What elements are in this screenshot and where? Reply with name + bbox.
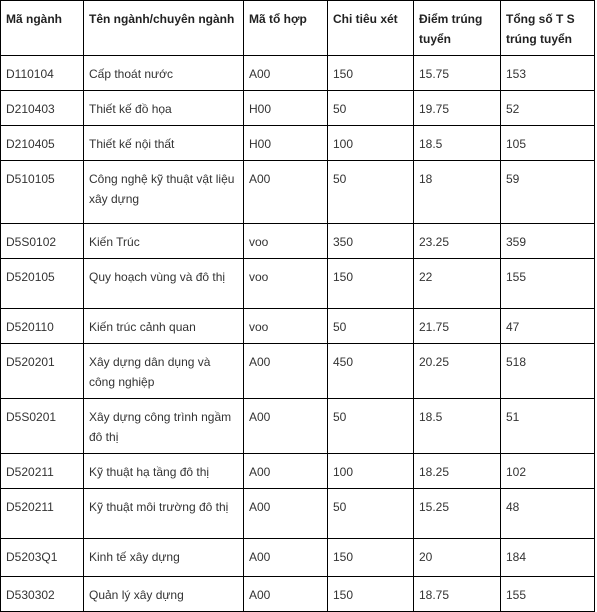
cell-total-admitted: 155 bbox=[501, 259, 595, 309]
cell-quota: 50 bbox=[328, 489, 414, 539]
cell-combo-code: A00 bbox=[244, 399, 328, 454]
cell-major-code: D520211 bbox=[1, 454, 84, 489]
cell-combo-code: H00 bbox=[244, 91, 328, 126]
table-row bbox=[1, 309, 595, 344]
cell-total-admitted: 105 bbox=[501, 126, 595, 161]
table-row bbox=[1, 454, 595, 489]
cell-combo-code: A00 bbox=[244, 344, 328, 399]
cell-combo-code: A00 bbox=[244, 161, 328, 224]
table-row bbox=[1, 489, 595, 539]
cell-cutoff-score: 18 bbox=[414, 161, 501, 224]
cell-major-name: Thiết kế đồ họa bbox=[84, 91, 244, 126]
table-row bbox=[1, 91, 595, 126]
cell-quota: 50 bbox=[328, 309, 414, 344]
header-row bbox=[1, 1, 595, 56]
table-row bbox=[1, 56, 595, 91]
cell-major-name: Kiến trúc cảnh quan bbox=[84, 309, 244, 344]
cell-major-name: Kỹ thuật hạ tầng đô thị bbox=[84, 454, 244, 489]
cell-combo-code: A00 bbox=[244, 577, 328, 612]
header-combo-code: Mã tổ hợp bbox=[244, 1, 328, 56]
cell-major-code: D5203Q1 bbox=[1, 539, 84, 577]
cell-major-code: D520110 bbox=[1, 309, 84, 344]
cell-cutoff-score: 18.5 bbox=[414, 126, 501, 161]
cell-total-admitted: 51 bbox=[501, 399, 595, 454]
cell-cutoff-score: 18.25 bbox=[414, 454, 501, 489]
cell-major-code: D520105 bbox=[1, 259, 84, 309]
cell-quota: 150 bbox=[328, 577, 414, 612]
cell-major-name: Kỹ thuật môi trường đô thị bbox=[84, 489, 244, 539]
cell-quota: 50 bbox=[328, 399, 414, 454]
table-row bbox=[1, 344, 595, 399]
cell-cutoff-score: 15.25 bbox=[414, 489, 501, 539]
cell-cutoff-score: 19.75 bbox=[414, 91, 501, 126]
cell-major-name: Xây dựng dân dụng và công nghiệp bbox=[84, 344, 244, 399]
cell-total-admitted: 155 bbox=[501, 577, 595, 612]
cell-major-code: D5S0201 bbox=[1, 399, 84, 454]
cell-major-name: Kiến Trúc bbox=[84, 224, 244, 259]
cell-quota: 150 bbox=[328, 56, 414, 91]
header-cutoff-score: Điểm trúng tuyển bbox=[414, 1, 501, 56]
cell-quota: 100 bbox=[328, 126, 414, 161]
table-row bbox=[1, 577, 595, 612]
cell-total-admitted: 184 bbox=[501, 539, 595, 577]
cell-combo-code: voo bbox=[244, 259, 328, 309]
cell-major-code: D110104 bbox=[1, 56, 84, 91]
cell-major-code: D520211 bbox=[1, 489, 84, 539]
cell-quota: 350 bbox=[328, 224, 414, 259]
header-quota: Chi tiêu xét bbox=[328, 1, 414, 56]
cell-combo-code: voo bbox=[244, 309, 328, 344]
cell-total-admitted: 518 bbox=[501, 344, 595, 399]
cell-major-name: Xây dựng công trình ngầm đô thị bbox=[84, 399, 244, 454]
table-row bbox=[1, 539, 595, 577]
table-row bbox=[1, 259, 595, 309]
cell-major-name: Cấp thoát nước bbox=[84, 56, 244, 91]
cell-quota: 50 bbox=[328, 91, 414, 126]
cell-combo-code: A00 bbox=[244, 454, 328, 489]
table-row bbox=[1, 224, 595, 259]
table-row bbox=[1, 161, 595, 224]
cell-total-admitted: 153 bbox=[501, 56, 595, 91]
cell-major-code: D520201 bbox=[1, 344, 84, 399]
cell-combo-code: voo bbox=[244, 224, 328, 259]
cell-combo-code: A00 bbox=[244, 489, 328, 539]
cell-major-code: D530302 bbox=[1, 577, 84, 612]
cell-quota: 150 bbox=[328, 259, 414, 309]
cell-quota: 100 bbox=[328, 454, 414, 489]
cell-total-admitted: 59 bbox=[501, 161, 595, 224]
header-major-name: Tên ngành/chuyên ngành bbox=[84, 1, 244, 56]
cell-cutoff-score: 21.75 bbox=[414, 309, 501, 344]
cell-cutoff-score: 15.75 bbox=[414, 56, 501, 91]
table-row bbox=[1, 399, 595, 454]
cell-quota: 450 bbox=[328, 344, 414, 399]
cell-major-code: D210403 bbox=[1, 91, 84, 126]
cell-major-name: Quy hoạch vùng và đô thị bbox=[84, 259, 244, 309]
cell-cutoff-score: 23.25 bbox=[414, 224, 501, 259]
cell-combo-code: A00 bbox=[244, 539, 328, 577]
cell-combo-code: A00 bbox=[244, 56, 328, 91]
cell-quota: 150 bbox=[328, 539, 414, 577]
cell-cutoff-score: 20 bbox=[414, 539, 501, 577]
cell-total-admitted: 48 bbox=[501, 489, 595, 539]
cell-major-code: D510105 bbox=[1, 161, 84, 224]
cell-major-code: D210405 bbox=[1, 126, 84, 161]
cell-total-admitted: 52 bbox=[501, 91, 595, 126]
header-total-admitted: Tổng số T S trúng tuyển bbox=[501, 1, 595, 56]
header-major-code: Mã ngành bbox=[1, 1, 84, 56]
cell-total-admitted: 102 bbox=[501, 454, 595, 489]
cell-quota: 50 bbox=[328, 161, 414, 224]
cell-total-admitted: 359 bbox=[501, 224, 595, 259]
cell-cutoff-score: 18.5 bbox=[414, 399, 501, 454]
cell-major-name: Công nghệ kỹ thuật vật liệu xây dựng bbox=[84, 161, 244, 224]
cell-cutoff-score: 20.25 bbox=[414, 344, 501, 399]
cell-major-name: Kinh tế xây dựng bbox=[84, 539, 244, 577]
cell-total-admitted: 47 bbox=[501, 309, 595, 344]
cell-combo-code: H00 bbox=[244, 126, 328, 161]
cell-major-name: Thiết kế nội thất bbox=[84, 126, 244, 161]
cell-cutoff-score: 22 bbox=[414, 259, 501, 309]
cell-major-code: D5S0102 bbox=[1, 224, 84, 259]
cell-major-name: Quản lý xây dựng bbox=[84, 577, 244, 612]
cell-cutoff-score: 18.75 bbox=[414, 577, 501, 612]
table-row bbox=[1, 126, 595, 161]
